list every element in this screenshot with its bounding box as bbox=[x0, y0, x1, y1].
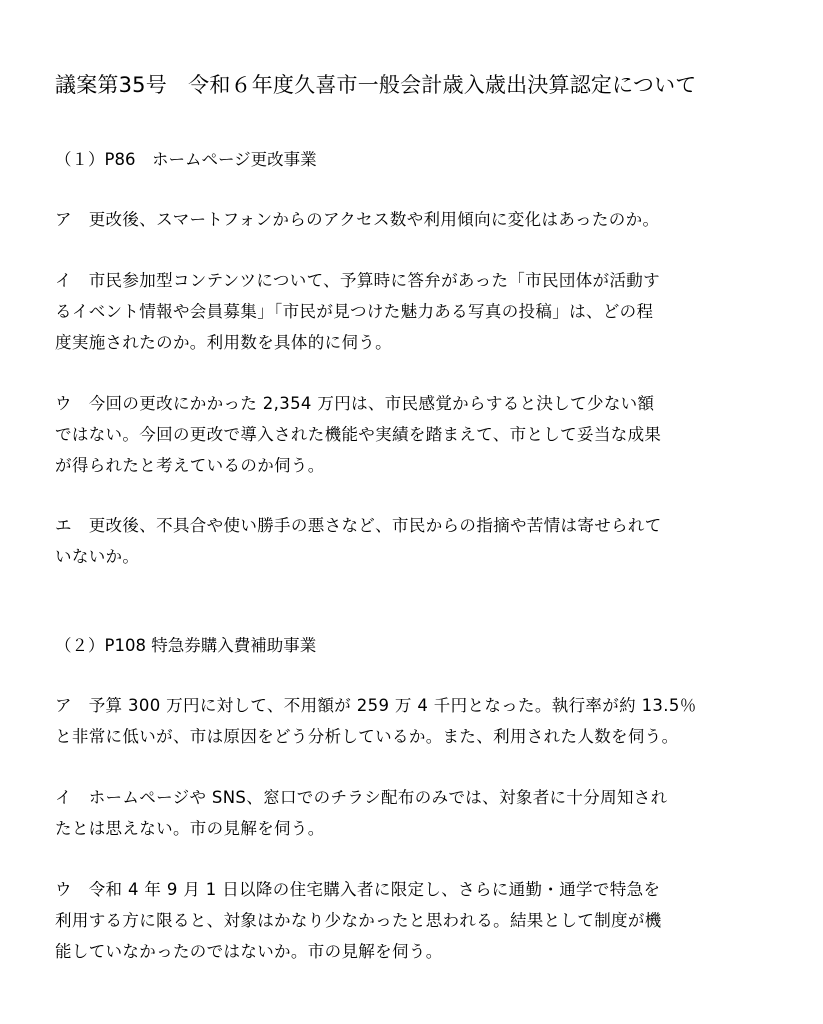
question-1-a bbox=[55, 204, 773, 235]
question-line: ではない。今回の更改で導入された機能や実績を踏まえて、市として妥当な成果 bbox=[55, 425, 662, 444]
question-line: 利用する方に限ると、対象はかなり少なかったと思われる。結果として制度が機 bbox=[55, 911, 662, 930]
question-2-u bbox=[55, 874, 773, 967]
section-heading-2: （２）P108 特急券購入費補助事業 bbox=[55, 636, 317, 655]
question-line: イ 市民参加型コンテンツについて、予算時に答弁があった「市民団体が活動す bbox=[55, 271, 660, 290]
question-line: ア 予算 300 万円に対して、不用額が 259 万 4 千円となった。執行率が約 13.5％ bbox=[55, 696, 697, 715]
question-line: イ ホームページや SNS、窓口でのチラシ配布のみでは、対象者に十分周知され bbox=[55, 788, 668, 807]
question-line: いないか。 bbox=[55, 547, 140, 566]
question-line: ウ 今回の更改にかかった 2,354 万円は、市民感覚からすると決して少ない額 bbox=[55, 394, 655, 413]
document-title: 議案第35号 令和６年度久喜市一般会計歳入歳出決算認定について bbox=[55, 73, 697, 97]
question-line: ア 更改後、スマートフォンからのアクセス数や利用傾向に変化はあったのか。 bbox=[55, 210, 660, 229]
question-2-a bbox=[55, 690, 773, 752]
question-line: と非常に低いが、市は原因をどう分析しているか。また、利用された人数を伺う。 bbox=[55, 727, 679, 746]
question-line: エ 更改後、不具合や使い勝手の悪さなど、市民からの指摘や苦情は寄せられて bbox=[55, 516, 662, 535]
question-1-u bbox=[55, 388, 773, 481]
question-line: 度実施されたのか。利用数を具体的に伺う。 bbox=[55, 333, 392, 352]
question-line: 能していなかったのではないか。市の見解を伺う。 bbox=[55, 942, 443, 961]
question-line: るイベント情報や会員募集」「市民が見つけた魅力ある写真の投稿」は、どの程 bbox=[55, 302, 654, 321]
question-1-e bbox=[55, 510, 773, 572]
question-line: が得られたと考えているのか伺う。 bbox=[55, 456, 325, 475]
question-line: たとは思えない。市の見解を伺う。 bbox=[55, 819, 325, 838]
question-1-i bbox=[55, 265, 773, 358]
question-line: ウ 令和 4 年 9 月 1 日以降の住宅購入者に限定し、さらに通勤・通学で特急を bbox=[55, 880, 661, 899]
question-2-i bbox=[55, 782, 773, 844]
section-heading-1: （１）P86 ホームページ更改事業 bbox=[55, 150, 317, 169]
